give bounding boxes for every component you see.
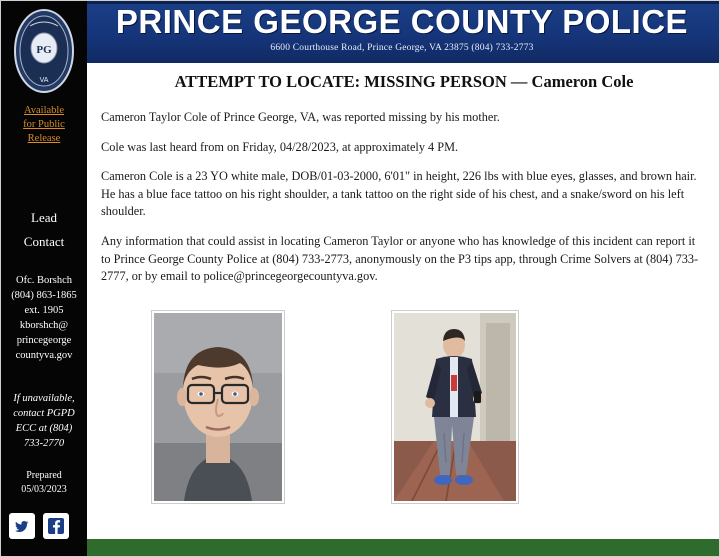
svg-text:PG: PG (36, 44, 52, 56)
contact-label: Contact (23, 234, 65, 249)
paragraph-contact-info: Any information that could assist in locating Cameron Taylor or anyone who has knowledge of this incident can report it to Prince George County Police at (804) 733-2773, anonymously on the P3 tips app, through Crime Solvers at (804) 733-2777, or by email to police@princegeorgecountyva.gov. (101, 234, 699, 283)
mugshot-photo (152, 311, 284, 503)
facebook-icon[interactable] (43, 513, 69, 539)
if-unavailable-line-4: 733-2770 (23, 438, 65, 449)
svg-text:VA: VA (39, 77, 49, 84)
contact-extension: ext. 1905 (24, 305, 64, 316)
contact-email-line-2: princegeorge (16, 335, 72, 346)
page-title: ATTEMPT TO LOCATE: MISSING PERSON — Cameron Cole (174, 72, 634, 91)
if-unavailable-line-2: contact PGPD (13, 408, 75, 419)
availability-line-2: for Public (23, 119, 65, 130)
paragraph-last-heard: Cole was last heard from on Friday, 04/28/2023, at approximately 4 PM. (101, 140, 459, 154)
if-unavailable-line-3: ECC at (804) (15, 423, 73, 434)
paragraph-description: Cameron Cole is a 23 YO white male, DOB/01-03-2000, 6'01" in height, 226 lbs with blue eyes, glasses, and brown hair. He has a blue face tattoo on his right shoulder, a tank tattoo on the right side of his chest, and a snake/sword on his left shoulder. (101, 169, 697, 218)
left-sidebar (1, 1, 87, 557)
if-unavailable-note (5, 391, 83, 451)
availability-line-3: Release (27, 133, 61, 144)
availability-note (5, 104, 83, 146)
bottom-green-bar (87, 539, 720, 557)
twitter-bird-icon[interactable] (9, 513, 35, 539)
lead-contact-heading (5, 206, 83, 254)
full-body-photo (392, 311, 518, 503)
contact-name: Ofc. Borshch (16, 275, 72, 286)
contact-details (3, 273, 85, 363)
contact-email-line-3: countyva.gov (15, 350, 73, 361)
social-icon-row (9, 513, 79, 539)
police-badge-icon (10, 8, 78, 94)
contact-email-line-1: kborshch@ (19, 320, 69, 331)
header-subtitle: 6600 Courthouse Road, Prince George, VA 23875 (804) 733-2773 (270, 43, 534, 53)
header-title: PRINCE GEORGE COUNTY POLICE (115, 3, 689, 40)
header-banner (1, 1, 720, 63)
paragraph-summary: Cameron Taylor Cole of Prince George, VA, was reported missing by his mother. (101, 110, 500, 124)
prepared-label: Prepared (26, 470, 62, 481)
lead-label: Lead (31, 210, 57, 225)
availability-line-1: Available (23, 105, 65, 116)
prepared-block (5, 469, 83, 497)
if-unavailable-line-1: If unavailable, (13, 393, 75, 404)
main-content (87, 63, 720, 557)
contact-phone: (804) 863-1865 (11, 290, 77, 301)
prepared-date: 05/03/2023 (21, 484, 67, 495)
